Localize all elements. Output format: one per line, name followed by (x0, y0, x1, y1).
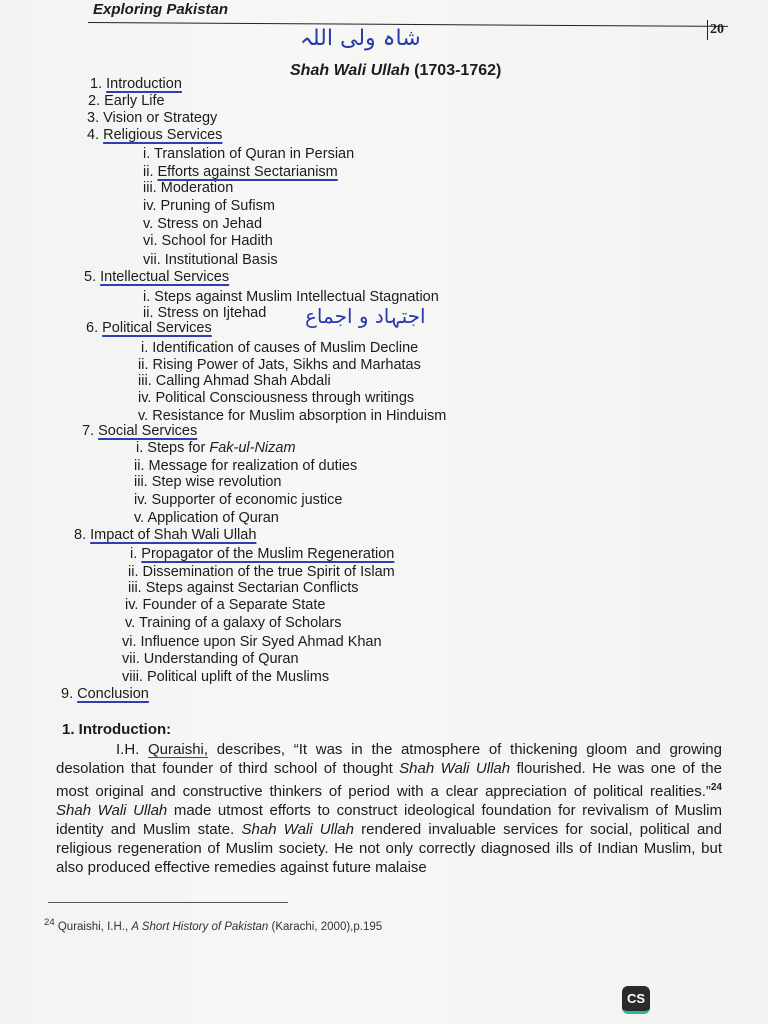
outline-item-number: iv. (138, 390, 156, 406)
footnote-marker: 24 (710, 782, 722, 793)
outline-item-number: 8. (74, 527, 91, 543)
footnote-book-title: A Short History of Pakistan (131, 920, 269, 933)
urdu-handwritten-title: شاہ ولی اللہ (300, 26, 421, 51)
outline-item-text: Impact of Shah Wali Ullah (90, 527, 257, 543)
outline-item-number: v. (138, 408, 153, 424)
outline-item (125, 615, 342, 632)
outline-item-text: Pruning of Sufism (160, 198, 275, 214)
outline-item (90, 76, 182, 93)
outline-item-number: i. (143, 289, 155, 305)
footnote (44, 917, 382, 933)
outline-item-text: Calling Ahmad Shah Abdali (155, 373, 331, 389)
outline-item-text: Rising Power of Jats, Sikhs and Marhatas (152, 357, 421, 373)
footnote-rule (48, 902, 288, 903)
para-text: flourished. He was one of the most original and constructive thinkers of period with a clear appreciation of political realities.” (56, 760, 722, 800)
camscanner-logo: CS (622, 986, 650, 1014)
outline-item (143, 180, 233, 197)
outline-item (88, 93, 165, 110)
outline-item-number: 1. (90, 76, 107, 92)
outline-item (130, 546, 394, 563)
outline-item (134, 492, 342, 509)
outline-item (143, 216, 262, 233)
outline-item (86, 320, 212, 337)
outline-item (134, 458, 357, 475)
outline-item-text: Founder of a Separate State (142, 597, 326, 613)
outline-item-text: Application of Quran (147, 510, 279, 526)
outline-item-text: Introduction (106, 76, 182, 92)
para-text: rendered invaluable services for social, political and religious regeneration of Muslim society. He not only correctly diagnosed ills of Indian Muslim, but also produced effective remedies against future malaise (56, 821, 722, 876)
outline-item-text: Training of a galaxy of Scholars (138, 615, 342, 631)
outline-item-text: Dissemination of the true Spirit of Islam (142, 564, 395, 580)
outline-item-number: 3. (87, 110, 104, 126)
outline-item (143, 233, 273, 250)
para-text: made utmost efforts to construct ideological foundation for revivalism of Muslim identity and Muslim state. (56, 802, 722, 838)
outline-item-text: Efforts against Sectarianism (157, 164, 338, 180)
outline-item (128, 580, 359, 597)
outline-item-text: Political Consciousness through writings (155, 390, 415, 406)
outline-item-number: i. (141, 340, 153, 356)
outline-item-text: Political uplift of the Muslims (146, 669, 330, 685)
footnote-number: 24 (44, 917, 55, 928)
outline-item-number: 5. (84, 269, 101, 285)
introduction-paragraph (56, 740, 722, 877)
outline-item-text: Stress on Jehad (157, 216, 263, 232)
outline-item-number: v. (143, 216, 158, 232)
outline-item-number: i. (143, 146, 155, 162)
outline-item-number: vii. (143, 252, 165, 268)
outline-item-text: Moderation (160, 180, 234, 196)
outline-item-number: iii. (128, 580, 146, 596)
outline-item-number: ii. (128, 564, 143, 580)
outline-item-text: Steps for (147, 440, 210, 456)
outline-item-number: ii. (143, 164, 158, 180)
outline-item (134, 474, 282, 491)
outline-item-text: Steps against Muslim Intellectual Stagnation (154, 289, 439, 305)
para-text: I.H. (116, 741, 149, 758)
outline-item-text: Step wise revolution (151, 474, 282, 490)
outline-item-text: Vision or Strategy (103, 110, 218, 126)
outline-item (128, 564, 395, 581)
outline-item-text: Translation of Quran in Persian (154, 146, 355, 162)
outline-item-number: vii. (122, 651, 144, 667)
footnote-text: Quraishi, I.H., (54, 920, 132, 933)
outline-item-number: 7. (82, 423, 99, 439)
running-header: Exploring Pakistan (93, 1, 229, 18)
outline-item-text: Intellectual Services (100, 269, 230, 285)
outline-item (82, 423, 197, 440)
page-number: 20 (710, 22, 724, 37)
outline-item-number: 9. (61, 686, 78, 702)
outline-item-text: Identification of causes of Muslim Decline (152, 340, 419, 356)
outline-item (138, 357, 421, 374)
outline-item (74, 527, 256, 544)
outline-item-text: Influence upon Sir Syed Ahmad Khan (140, 634, 382, 650)
outline-item-text: Conclusion (77, 686, 149, 702)
outline-item (138, 390, 414, 407)
outline-item-number: viii. (122, 669, 147, 685)
outline-item-number: iv. (134, 492, 152, 508)
outline-item (141, 340, 418, 357)
person-name: Shah Wali Ullah (56, 802, 168, 819)
outline-item-number: i. (130, 546, 142, 562)
outline-item (136, 440, 296, 457)
outline-item-text: Steps against Sectarian Conflicts (145, 580, 359, 596)
outline-item-text: Message for realization of duties (148, 458, 358, 474)
outline-item-text: Stress on Ijtehad (157, 305, 267, 321)
outline-item-number: iv. (125, 597, 143, 613)
footnote-text: (Karachi, 2000),p.195 (268, 920, 383, 933)
outline-item-number: vi. (122, 634, 141, 650)
outline-item (125, 597, 325, 614)
outline-item-number: ii. (143, 305, 158, 321)
outline-item (143, 164, 338, 181)
outline-item-number: iii. (143, 180, 161, 196)
outline-item-text: Social Services (98, 423, 198, 439)
outline-item-text: Institutional Basis (164, 252, 278, 268)
outline-item-number: ii. (134, 458, 149, 474)
outline-item-number: 4. (87, 127, 104, 143)
para-text: describes, “It was in the atmosphere of thickening gloom and growing desolation that founder of third school of thought (56, 741, 722, 777)
author-name: Quraishi, (148, 741, 209, 758)
outline-item-italic-term: Fak-ul-Nizam (209, 440, 296, 456)
outline-item-number: i. (136, 440, 148, 456)
outline-item-number: iii. (134, 474, 152, 490)
outline-item-text: Political Services (102, 320, 212, 336)
outline-item-number: vi. (143, 233, 162, 249)
page-title (290, 62, 501, 80)
outline-item-text: Understanding of Quran (143, 651, 299, 667)
person-name: Shah Wali Ullah (399, 760, 511, 777)
outline-item (122, 651, 299, 668)
outline-item-number: ii. (138, 357, 153, 373)
outline-item (84, 269, 229, 286)
urdu-handwritten-note: اجتہاد و اجماع (305, 304, 426, 328)
outline-item-text: Propagator of the Muslim Regeneration (141, 546, 395, 562)
title-dates: (1703-1762) (409, 62, 502, 79)
outline-item-text: Early Life (104, 93, 165, 109)
person-name: Shah Wali Ullah (241, 821, 354, 838)
outline-item (134, 510, 279, 527)
outline-item-number: 6. (86, 320, 103, 336)
outline-item-number: v. (125, 615, 139, 631)
outline-item (122, 669, 329, 686)
outline-item-number: 2. (88, 93, 105, 109)
outline-item (87, 127, 222, 144)
outline-item-number: v. (134, 510, 148, 526)
outline-item (122, 634, 382, 651)
outline-item-text: Supporter of economic justice (151, 492, 343, 508)
outline-item-text: Resistance for Muslim absorption in Hinduism (152, 408, 447, 424)
outline-item-number: iii. (138, 373, 156, 389)
outline-item (143, 198, 275, 215)
outline-item (143, 146, 354, 163)
outline-item (87, 110, 217, 127)
outline-item-text: Religious Services (103, 127, 223, 143)
outline-item (61, 686, 149, 703)
outline-item-number: iv. (143, 198, 161, 214)
section-heading: 1. Introduction: (62, 721, 172, 738)
outline-item (138, 373, 331, 390)
outline-item (143, 252, 278, 269)
outline-item-text: School for Hadith (161, 233, 273, 249)
title-name: Shah Wali Ullah (290, 62, 410, 79)
